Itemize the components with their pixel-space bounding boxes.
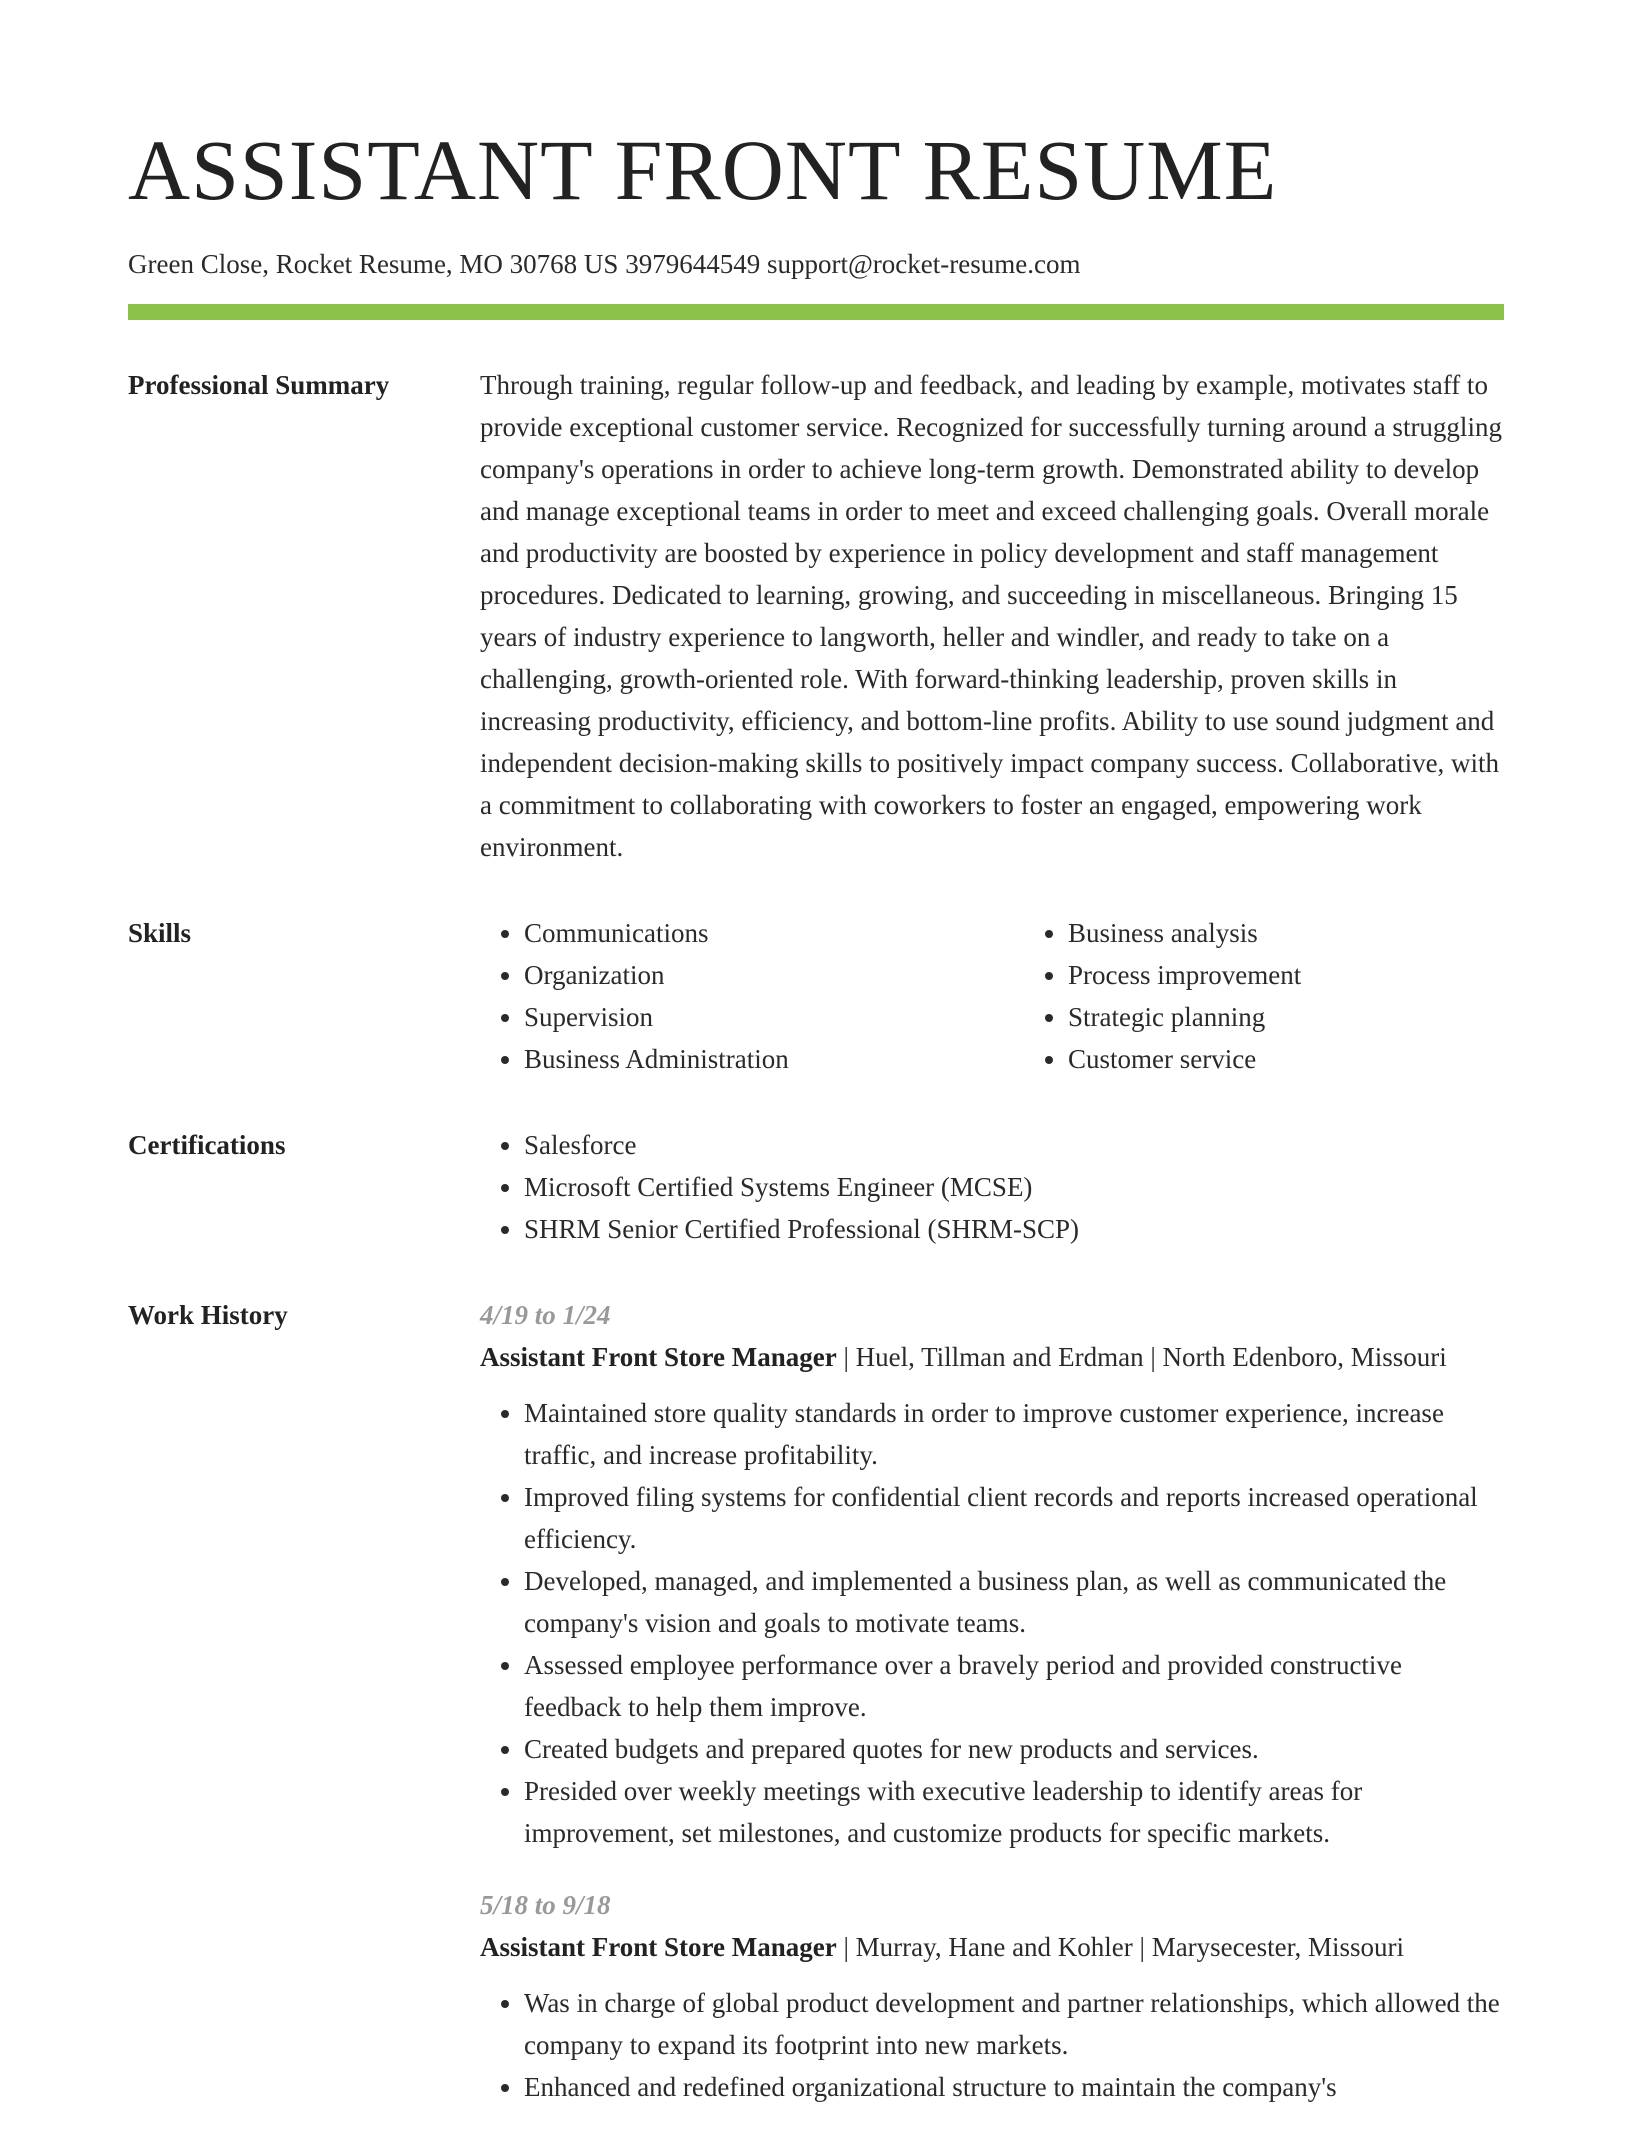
job-entry: [480, 1884, 1504, 2108]
skill-item: • Communications: [524, 912, 1028, 954]
certifications-list: [480, 1124, 1504, 1250]
certification-item: • Salesforce: [524, 1124, 1504, 1166]
job-details: | Huel, Tillman and Erdman | North Edenboro, Missouri: [836, 1342, 1447, 1372]
job-details: | Murray, Hane and Kohler | Marysecester, Missouri: [836, 1932, 1405, 1962]
resume-title: ASSISTANT FRONT RESUME: [128, 122, 1278, 218]
header-accent-rule: [128, 304, 1504, 320]
job-bullet: • Improved filing systems for confidential client records and reports increased operational efficiency.: [524, 1476, 1504, 1560]
job-entry: [480, 1294, 1504, 1854]
skills-list-right: [1028, 912, 1301, 1080]
job-bullet: • Developed, managed, and implemented a business plan, as well as communicated the company's vision and goals to motivate teams.: [524, 1560, 1504, 1644]
work-history-heading: Work History: [128, 1300, 288, 1330]
job-title: Assistant Front Store Manager: [480, 1342, 837, 1372]
job-dates: 4/19 to 1/24: [480, 1300, 611, 1330]
job-bullet: • Created budgets and prepared quotes for new products and services.: [524, 1728, 1504, 1770]
skill-item: • Strategic planning: [1068, 996, 1301, 1038]
job-bullet: • Was in charge of global product development and partner relationships, which allowed the company to expand its footprint into new markets.: [524, 1982, 1504, 2066]
job-bullets: [480, 1982, 1504, 2108]
skill-item: • Process improvement: [1068, 954, 1301, 996]
job-bullet: • Enhanced and redefined organizational structure to maintain the company's: [524, 2066, 1504, 2108]
certification-item: • SHRM Senior Certified Professional (SHRM-SCP): [524, 1208, 1504, 1250]
job-bullet: • Assessed employee performance over a bravely period and provided constructive feedback to help them improve.: [524, 1644, 1504, 1728]
skills-section: [128, 912, 1504, 1080]
skill-item: • Customer service: [1068, 1038, 1301, 1080]
job-header: [480, 1336, 1504, 1378]
job-bullets: [480, 1392, 1504, 1854]
skill-item: • Business Administration: [524, 1038, 1028, 1080]
certification-item: • Microsoft Certified Systems Engineer (MCSE): [524, 1166, 1504, 1208]
skills-list-left: [480, 912, 1028, 1080]
skills-heading: Skills: [128, 918, 192, 948]
resume-page: [128, 0, 1504, 2138]
certifications-heading: Certifications: [128, 1130, 286, 1160]
skill-item: • Organization: [524, 954, 1028, 996]
job-dates: 5/18 to 9/18: [480, 1890, 611, 1920]
contact-line: Green Close, Rocket Resume, MO 30768 US 3979644549 support@rocket-resume.com: [128, 249, 1081, 279]
summary-section: [128, 364, 1504, 868]
job-bullet: • Presided over weekly meetings with executive leadership to identify areas for improvement, set milestones, and customize products for specific markets.: [524, 1770, 1504, 1854]
certifications-section: [128, 1124, 1504, 1250]
work-history-section: [128, 1294, 1504, 2138]
skill-item: • Supervision: [524, 996, 1028, 1038]
job-title: Assistant Front Store Manager: [480, 1932, 837, 1962]
skill-item: • Business analysis: [1068, 912, 1301, 954]
summary-heading: Professional Summary: [128, 370, 390, 400]
summary-text: Through training, regular follow-up and feedback, and leading by example, motivates staff to provide exceptional customer service. Recognized for successfully turning around a struggling company's operations in order to achieve long-term growth. Demonstrated ability to develop and manage exceptional teams in order to meet and exceed challenging goals. Overall morale and productivity are boosted by experience in policy development and staff management procedures. Dedicated to learning, growing, and succeeding in miscellaneous. Bringing 15 years of industry experience to langworth, heller and windler, and ready to take on a challenging, growth-oriented role. With forward-thinking leadership, proven skills in increasing productivity, efficiency, and bottom-line profits. Ability to use sound judgment and independent decision-making skills to positively impact company success. Collaborative, with a commitment to collaborating with coworkers to foster an engaged, empowering work environment.: [480, 370, 1502, 862]
job-header: [480, 1926, 1504, 1968]
job-bullet: • Maintained store quality standards in order to improve customer experience, increase traffic, and increase profitability.: [524, 1392, 1504, 1476]
